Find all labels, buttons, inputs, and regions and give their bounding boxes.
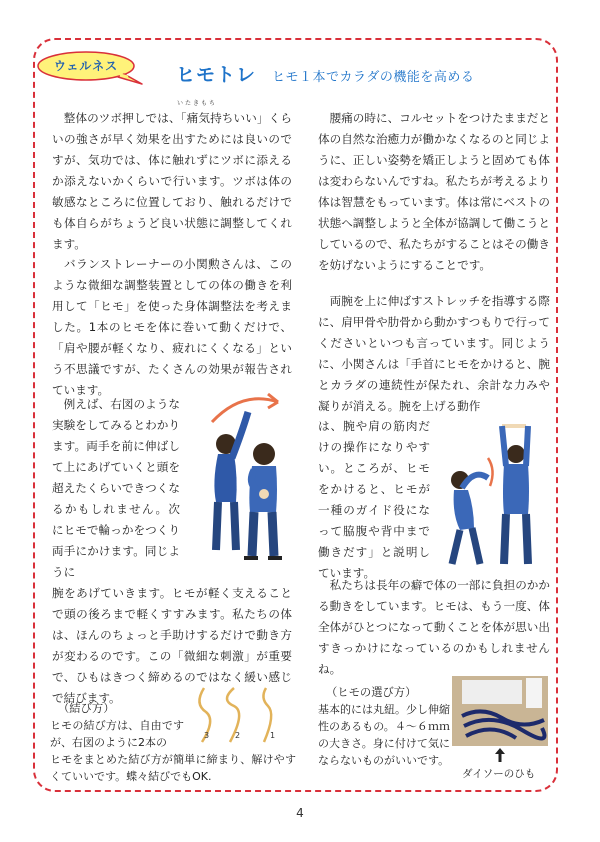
arm-raise-illustration	[182, 382, 298, 562]
knot-heading: （結び方）	[58, 702, 115, 715]
knot-text-2: ヒモをまとめた結び方が簡単に締まり、解けやすくていいです。蝶々結びでもOK.	[50, 753, 296, 783]
knot-illustration	[190, 684, 290, 746]
title-main: ヒモトレ	[176, 64, 257, 86]
right-paragraph-4: 私たちは長年の癖で体の一部に負担のかかる動きをしています。ヒモは、もう一度、体全体がひとつになって動くことを体が思い出すきっかけになっているのかもしれませんね。	[318, 578, 550, 676]
left-paragraph-4: 腕をあげていきます。ヒモが軽く支えることで頭の後ろまで軽くすすみます。私たちの体は、ほんのちょっと手助けするだけで動き方が変わるのです。この「微細な刺激」が重要で、ひもはきつく締めるのではなく緩い感じで結びます。	[52, 586, 292, 705]
right-paragraph-2: 両腕を上に伸ばすストレッチを指導する際に、肩甲骨や肋骨から動かすつもりで行ってくださいといつも言っています。同じように、小関さんは「手首にヒモをかけると、腕とカラダの連続性が保たれ、余計な力みや凝りが消える。腕を上げる動作	[318, 294, 550, 413]
category-tag	[36, 50, 144, 86]
stretch-illustration	[438, 418, 550, 568]
page-number: 4	[296, 806, 304, 820]
choose-heading: （ヒモの選び方）	[326, 686, 417, 699]
left-paragraph-3: 例えば、右図のような実験をしてみるとわかります。両手を前に伸ばして上にあげていくと頭を超えたくらいできつくなるかもしれません。次にヒモで輪っかをつくり両手にかけます。同じように	[52, 397, 180, 579]
photo-caption: ダイソーのひも	[462, 768, 536, 780]
choose-text: 基本的には丸紐。少し伸縮性のあるもの。４～６ｍｍの大きさ。身に付けて気にならないものがいいです。	[318, 703, 450, 767]
string-photo	[452, 676, 548, 746]
right-paragraph-3: は、腕や肩の筋肉だけの操作になりやすい。ところが、ヒモをかけると、ヒモが一種のガイド役になって脇腹や背中まで働きだす」と説明しています。	[318, 419, 430, 580]
page-title	[176, 60, 474, 87]
right-paragraph-1: 腰痛の時に、コルセットをつけたままだと体の自然な治癒力が働かなくなるのと同じように、正しい姿勢を矯正しようと固めても体は変わらないんですね。私たちが考えるより体は智慧をもっています。体は常にベストの状態へ調整しようと全体が協調して働こうとしているので、私たちがすることはその働きを妨げないようにすることです。	[318, 111, 550, 272]
title-subtitle: ヒモ１本でカラダの機能を高める	[272, 70, 475, 85]
knot-text-1: ヒモの結び方は、自由ですが、右図のように2本の	[50, 719, 184, 749]
knot-number-2: 2	[235, 731, 241, 740]
tag-label: ウェルネス	[53, 59, 119, 73]
left-paragraph-2: バランストレーナーの小関勲さんは、このような微細な調整装置としての体の働きを利用して「ヒモ」を使った身体調整法を考えました。1本のヒモを体に巻いて動くだけで、「肩や腰が軽くなり、疲れにくくなる」という不思議ですが、たくさんの効果が報告されています。	[52, 257, 292, 397]
knot-number-1: 1	[270, 731, 276, 740]
left-paragraph-1: 整体のツボ押しでは、「痛気持ちいい」くらいの強さが早く効果を出すためには良いのですが、気功では、体に触れずにツボに添えるか添えないかくらいで行います。ツボは体の敏感なところに位置しており、触れるだけでも体自らがちょうど良い状態に調整してくれます。	[52, 111, 292, 251]
arrow-up-icon	[495, 748, 505, 762]
ruby-annotation: いたきもち	[177, 100, 218, 107]
knot-number-3: 3	[204, 731, 210, 740]
